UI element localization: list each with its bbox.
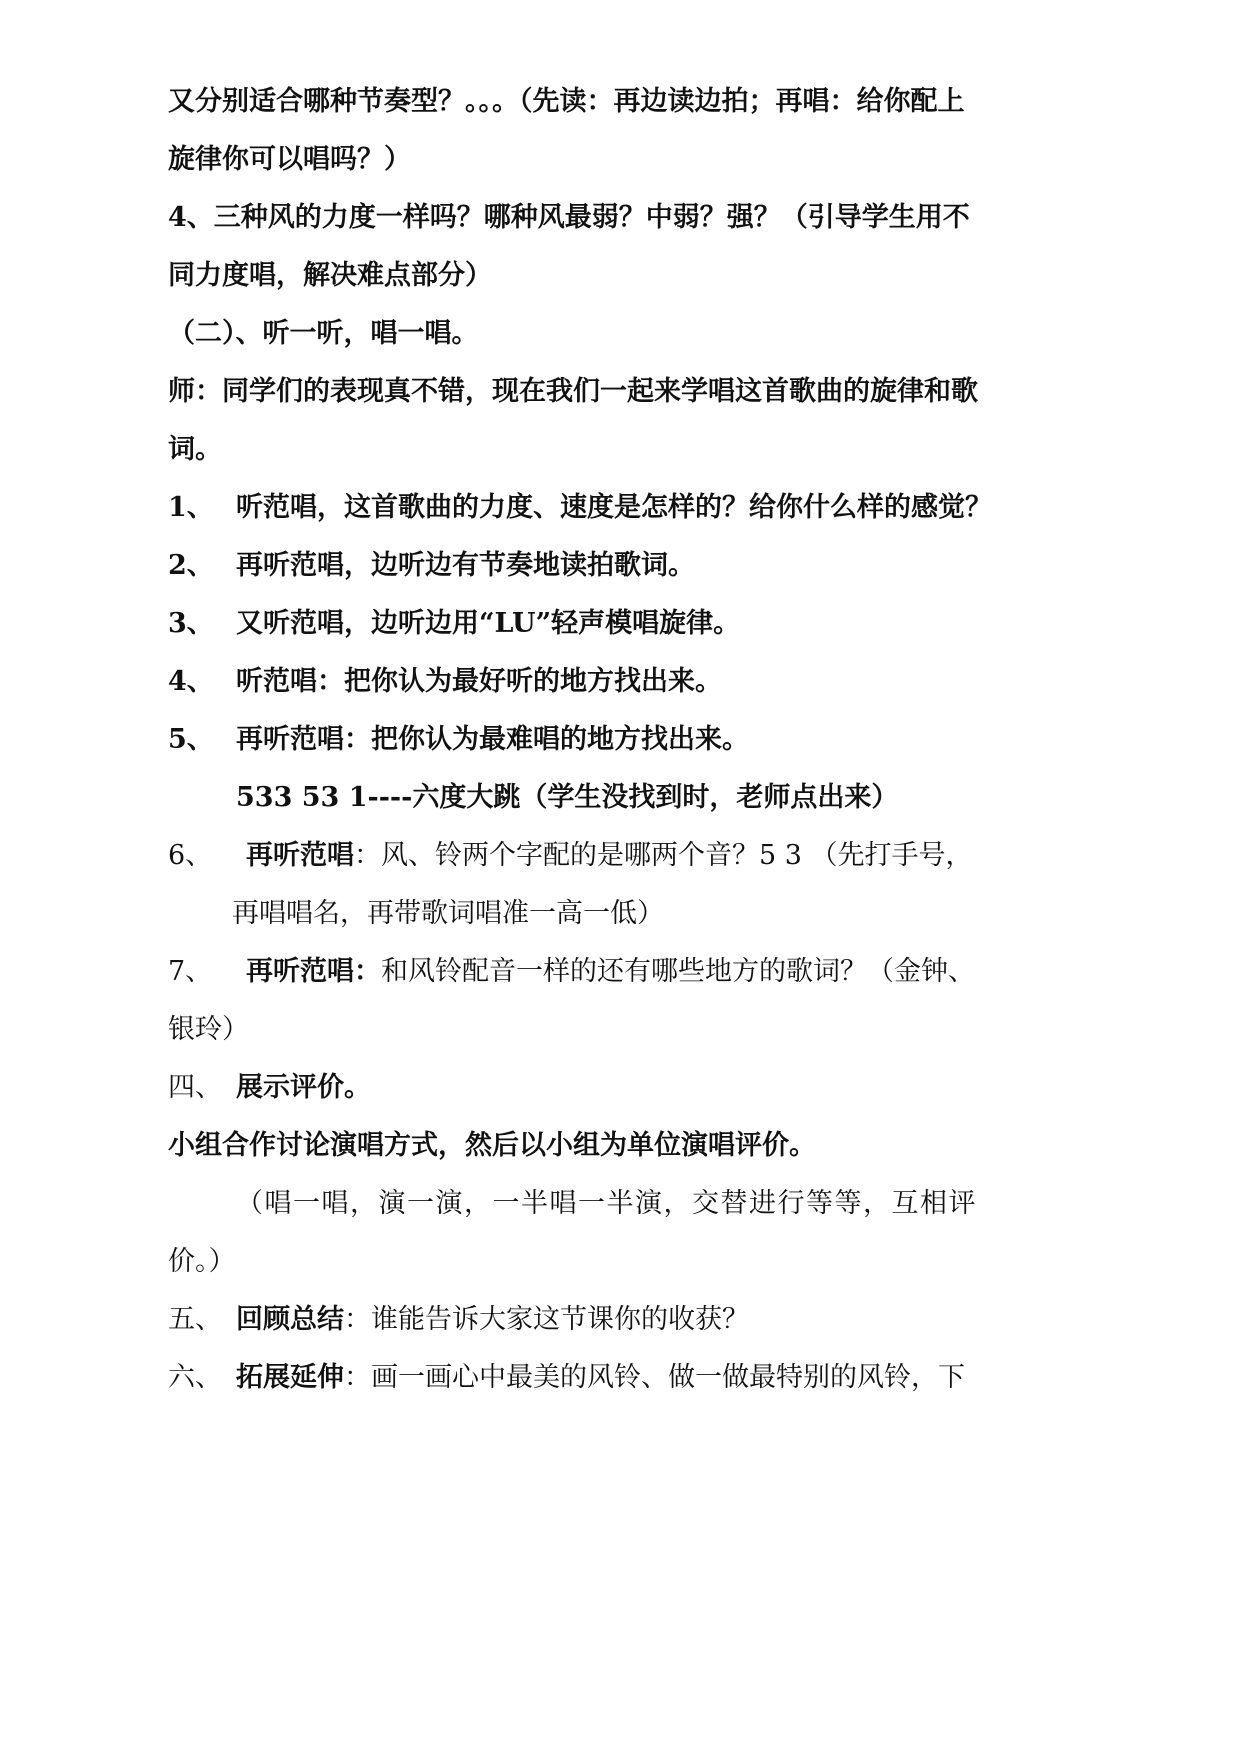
step-number: 2、 [168,550,214,581]
step-number: 6、 [168,840,213,871]
intro-line-1: 又分别适合哪种节奏型？。。。（先读：再边读边拍；再唱：给你配上 [168,86,965,117]
section-title: 拓展延伸 [236,1362,344,1393]
group-note-line-1: （唱一唱，演一演，一半唱一半演，交替进行等等，互相评 [236,1188,977,1219]
step-6-text [246,838,973,874]
section-6-rest: ：画一画心中最美的风铃、做一做最特别的风铃，下 [344,1362,965,1393]
section-5-rest: ：谁能告诉大家这节课你的收获？ [344,1304,749,1335]
group-work-text: 小组合作讨论演唱方式，然后以小组为单位演唱评价。 [168,1130,816,1161]
step-text: 又听范唱，边听边用“LU”轻声模唱旋律。 [236,608,741,639]
step-7-lead: 再听范唱： [246,956,381,987]
section-heading-listen-sing: （二）、听一听，唱一唱。 [168,318,479,349]
group-note-line-2: 价。） [168,1246,236,1277]
step-number: 5、 [168,724,214,755]
section-number: 六、 [168,1362,222,1393]
section-title: 回顾总结 [236,1304,344,1335]
step-number: 7、 [168,956,213,987]
step-7-rest: 和风铃配音一样的还有哪些地方的歌词？（金钟、 [381,956,975,987]
step-6-rest: ：风、铃两个字配的是哪两个音？5 3 （先打手号， [354,840,973,871]
section-title: 展示评价。 [236,1072,371,1103]
step-number: 4、 [168,666,214,697]
step-7-continuation: 银玲） [168,1014,249,1045]
teacher-speech-line-1: 师：同学们的表现真不错，现在我们一起来学唱这首歌曲的旋律和歌 [168,376,978,407]
point-4-line-2: 同力度唱，解决难点部分） [168,260,492,291]
teacher-speech-line-2: 词。 [168,434,222,465]
step-7-text [246,954,975,990]
notation-line: 533 53 1----六度大跳（学生没找到时，老师点出来） [236,782,899,813]
step-text: 听范唱：把你认为最好听的地方找出来。 [236,666,722,697]
section-number: 五、 [168,1304,222,1335]
section-number: 四、 [168,1072,222,1103]
section-5-text [236,1302,749,1338]
section-6-text [236,1360,965,1396]
point-4-line-1: 4、三种风的力度一样吗？哪种风最弱？中弱？强？（引导学生用不 [168,202,970,233]
intro-line-2: 旋律你可以唱吗？） [168,144,411,175]
step-6-continuation: 再唱唱名，再带歌词唱准一高一低） [232,898,664,929]
step-text: 听范唱，这首歌曲的力度、速度是怎样的？给你什么样的感觉？ [236,492,992,523]
step-number: 3、 [168,608,214,639]
step-6-lead: 再听范唱 [246,840,354,871]
step-text: 再听范唱：把你认为最难唱的地方找出来。 [236,724,749,755]
step-number: 1、 [168,492,214,523]
step-text: 再听范唱，边听边有节奏地读拍歌词。 [236,550,695,581]
